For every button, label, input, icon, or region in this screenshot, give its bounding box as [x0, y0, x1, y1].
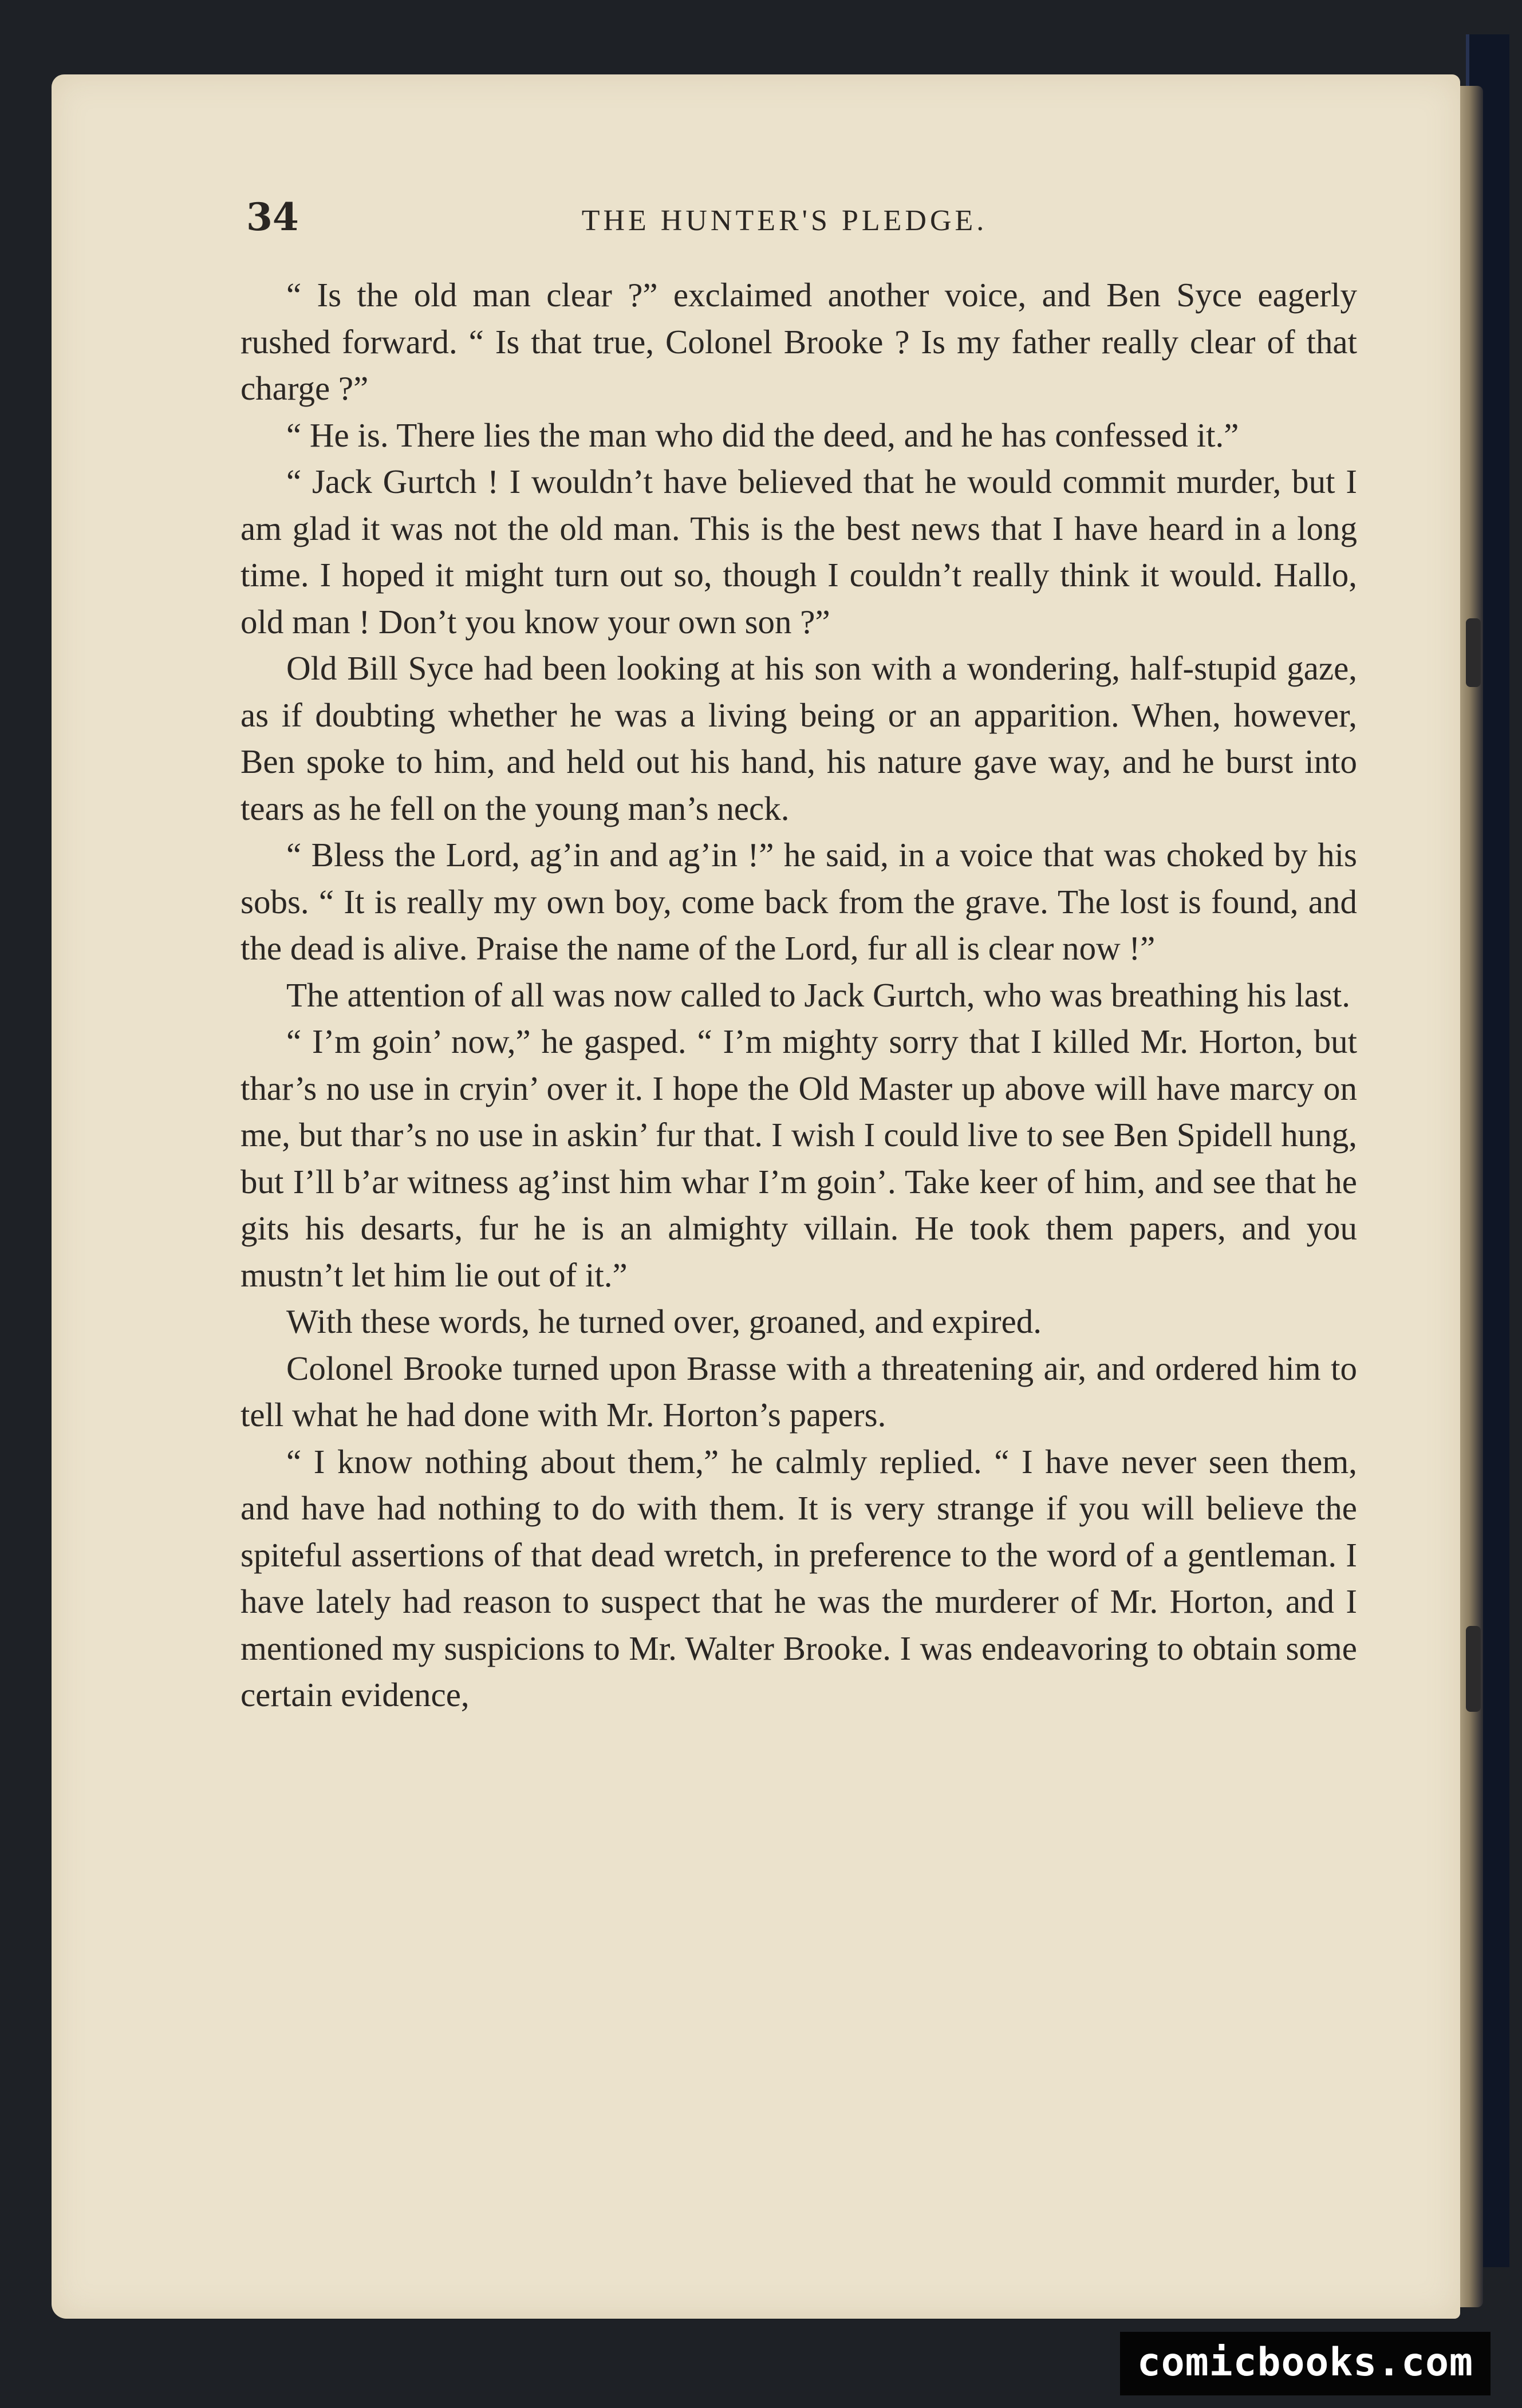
paragraph: Colonel Brooke turned upon Brasse with a threatening air, and ordered him to tell what he had done with Mr. Horton’s papers.	[240, 1349, 1357, 1434]
binding-clip	[1466, 1626, 1481, 1712]
paragraph: “ Jack Gurtch ! I wouldn’t have believed that he would commit murder, but I am glad it was not the old man. This is the best news that I have heard in a long time. I hoped it might turn out so, though I couldn’t really think it would. Hallo, old man ! Don’t you know your own son ?”	[240, 463, 1357, 641]
running-title: THE HUNTER'S PLEDGE.	[581, 204, 988, 237]
binding-clip	[1466, 618, 1481, 687]
body-text	[240, 272, 1357, 1719]
paragraph: Old Bill Syce had been looking at his son with a wondering, half-stupid gaze, as if doubting whether he was a living being or an apparition. When, however, Ben spoke to him, and held out his hand, his nature gave way, and he burst into tears as he fell on the young man’s neck.	[240, 649, 1357, 827]
paragraph: “ I’m goin’ now,” he gasped. “ I’m mighty sorry that I killed Mr. Horton, but thar’s no use in cryin’ over it. I hope the Old Master up above will have marcy on me, but thar’s no use in askin’ fur that. I wish I could live to see Ben Spidell hung, but I’ll b’ar witness ag’inst him whar I’m goin’. Take keer of him, and see that he gits his desarts, fur he is an almighty villain. He took them papers, and you mustn’t let him lie out of it.”	[240, 1023, 1357, 1294]
paragraph: “ He is. There lies the man who did the deed, and he has confessed it.”	[286, 416, 1239, 454]
running-head	[246, 195, 1323, 239]
page-number: 34	[246, 195, 299, 239]
paragraph: With these words, he turned over, groaned, and expired.	[286, 1302, 1042, 1340]
site-watermark: comicbooks.com	[1120, 2332, 1491, 2395]
paragraph: The attention of all was now called to Jack Gurtch, who was breathing his last.	[286, 976, 1351, 1014]
paragraph: “ Bless the Lord, ag’in and ag’in !” he said, in a voice that was choked by his sobs. “ It is really my own boy, come back from the grave. The lost is found, and the dead is alive. Praise the name of the Lord, fur all is clear now !”	[240, 836, 1357, 967]
paragraph: “ I know nothing about them,” he calmly replied. “ I have never seen them, and have had nothing to do with them. It is very strange if you will believe the spiteful assertions of that dead wretch, in preference to the word of a gentleman. I have lately had reason to suspect that he was the murderer of Mr. Horton, and I mentioned my suspicions to Mr. Walter Brooke. I was endeavoring to obtain some certain evidence,	[240, 1442, 1357, 1714]
paragraph: “ Is the old man clear ?” exclaimed another voice, and Ben Syce eagerly rushed forward. “ Is that true, Colonel Brooke ? Is my father really clear of that charge ?”	[240, 276, 1357, 407]
